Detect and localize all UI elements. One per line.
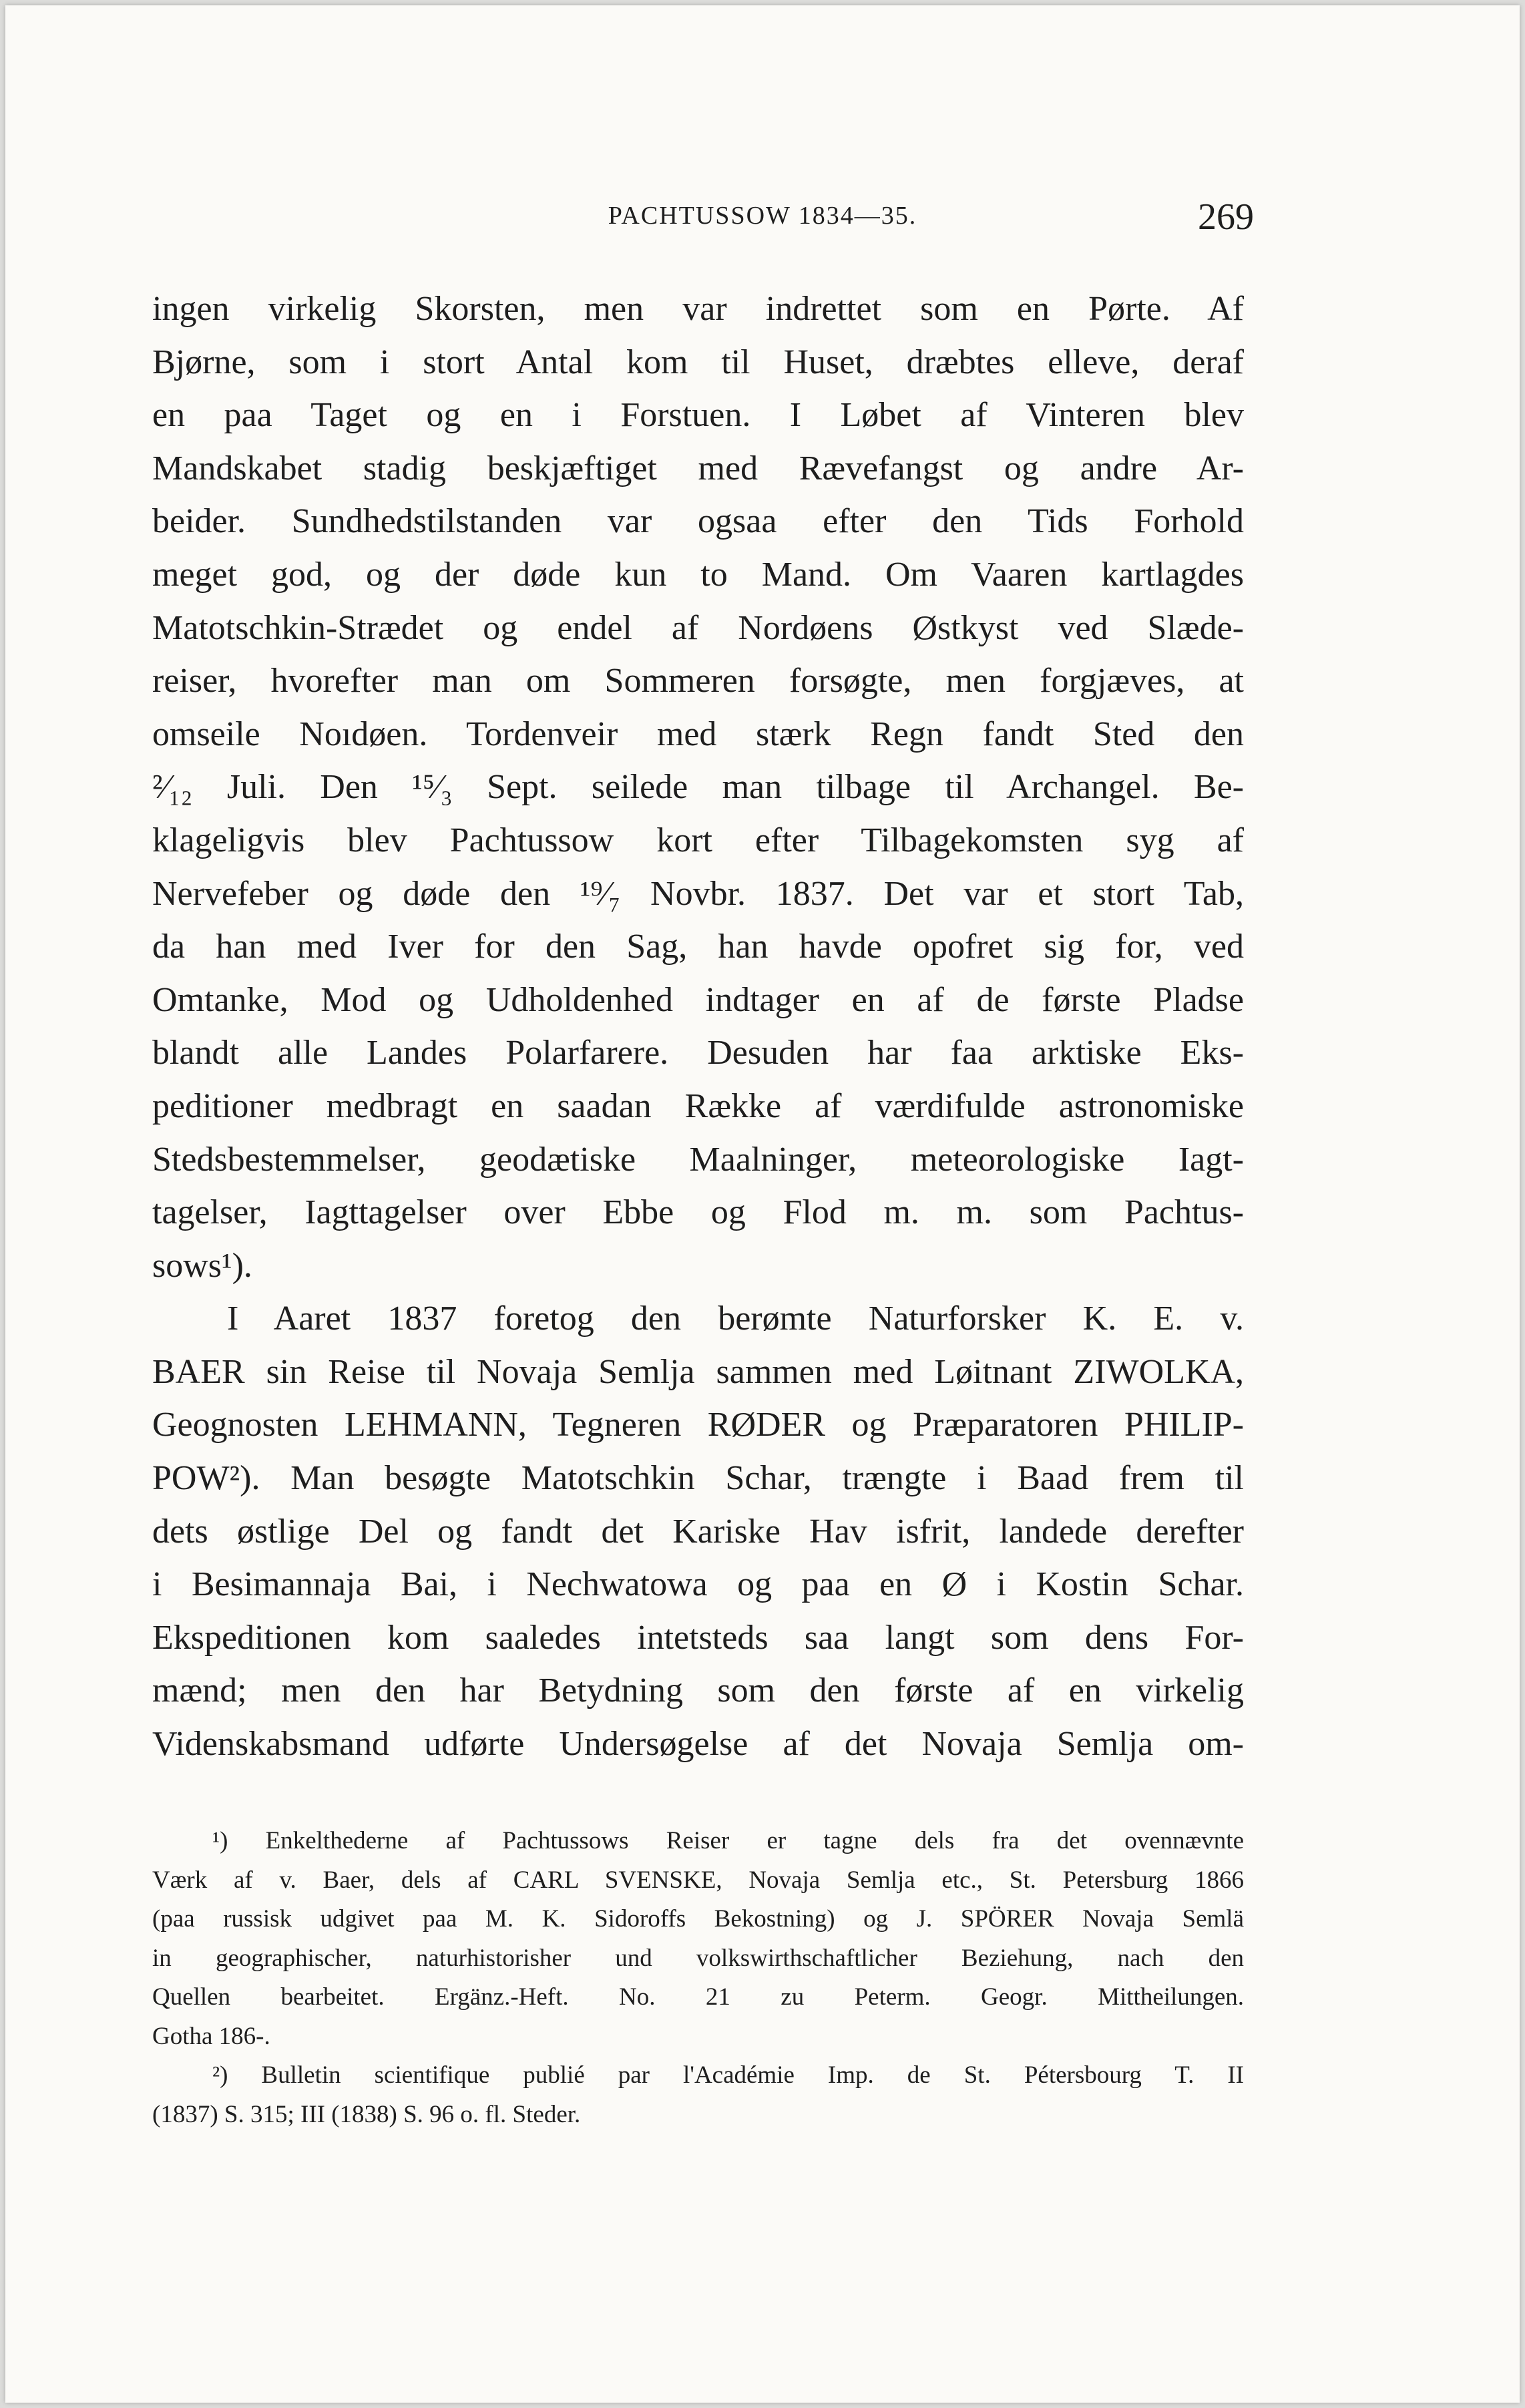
text-line: peditioner medbragt en saadan Række af værdifulde astronomiske	[152, 1086, 1244, 1125]
text-line: dets østlige Del og fandt det Kariske Hav isfrit, landede derefter	[152, 1512, 1244, 1551]
main-text	[152, 282, 1244, 1771]
text-line: Matotschkin-Strædet og endel af Nordøens Østkyst ved Slæde-	[152, 608, 1244, 647]
text-line: beider. Sundhedstilstanden var ogsaa efter den Tids Forhold	[152, 502, 1244, 541]
text-line: meget god, og der døde kun to Mand. Om Vaaren kartlagdes	[152, 555, 1244, 594]
text-line: Nervefeber og døde den ¹⁹⁄₇ Novbr. 1837. Det var et stort Tab,	[152, 874, 1244, 913]
footnote-line: ¹) Enkelthederne af Pachtussows Reiser er tagne dels fra det ovennævnte	[212, 1827, 1244, 1854]
text-line: I Aaret 1837 foretog den berømte Naturforsker K. E. v.	[227, 1299, 1244, 1338]
text-line: Videnskabsmand udførte Undersøgelse af det Novaja Semlja om-	[152, 1725, 1244, 1764]
footnote-line: ²) Bulletin scientifique publié par l'Académie Imp. de St. Pétersbourg T. II	[212, 2061, 1244, 2089]
text-line: reiser, hvorefter man om Sommeren forsøgte, men forgjæves, at	[152, 662, 1244, 700]
text-line: Geognosten LEHMANN, Tegneren RØDER og Præparatoren PHILIP-	[152, 1406, 1244, 1444]
text-line: ²⁄₁₂ Juli. Den ¹⁵⁄₃ Sept. seilede man tilbage til Archangel. Be-	[152, 768, 1244, 807]
running-header: PACHTUSSOW 1834—35.	[608, 202, 917, 230]
text-line: sows¹).	[152, 1246, 252, 1285]
page-number: 269	[1198, 196, 1254, 238]
text-line: Bjørne, som i stort Antal kom til Huset, dræbtes elleve, deraf	[152, 343, 1244, 381]
text-line: BAER sin Reise til Novaja Semlja sammen med Løitnant ZIWOLKA,	[152, 1352, 1244, 1391]
text-line: Stedsbestemmelser, geodætiske Maalninger, meteorologiske Iagt-	[152, 1140, 1244, 1179]
footnote-line: (paa russisk udgivet paa M. K. Sidoroffs Bekostning) og J. SPÖRER Novaja Semlä	[152, 1905, 1244, 1933]
text-line: Mandskabet stadig beskjæftiget med Rævefangst og andre Ar-	[152, 449, 1244, 487]
footnote-line: Quellen bearbeitet. Ergänz.-Heft. No. 21 zu Peterm. Geogr. Mittheilungen.	[152, 1983, 1244, 2011]
text-line: omseile Noıdøen. Tordenveir med stærk Regn fandt Sted den	[152, 715, 1244, 753]
book-page	[5, 5, 1520, 2403]
text-line: ingen virkelig Skorsten, men var indrettet som en Pørte. Af	[152, 290, 1244, 328]
text-line: Ekspeditionen kom saaledes intetsteds saa langt som dens For-	[152, 1618, 1244, 1657]
text-line: POW²). Man besøgte Matotschkin Schar, trængte i Baad frem til	[152, 1459, 1244, 1498]
footnote-line: Gotha 186-.	[152, 2022, 270, 2050]
text-line: en paa Taget og en i Forstuen. I Løbet af Vinteren blev	[152, 396, 1244, 435]
text-line: tagelser, Iagttagelser over Ebbe og Flod m. m. som Pachtus-	[152, 1193, 1244, 1232]
text-line: i Besimannaja Bai, i Nechwatowa og paa en Ø i Kostin Schar.	[152, 1565, 1244, 1604]
text-line: mænd; men den har Betydning som den første af en virkelig	[152, 1671, 1244, 1710]
text-line: Omtanke, Mod og Udholdenhed indtager en af de første Pladse	[152, 980, 1244, 1019]
footnote-line: Værk af v. Baer, dels af CARL SVENSKE, Novaja Semlja etc., St. Petersburg 1866	[152, 1866, 1244, 1894]
footnote-line: (1837) S. 315; III (1838) S. 96 o. fl. Steder.	[152, 2100, 581, 2128]
footnotes	[152, 1822, 1244, 2134]
text-line: klageligvis blev Pachtussow kort efter Tilbagekomsten syg af	[152, 821, 1244, 859]
text-line: da han med Iver for den Sag, han havde opofret sig for, ved	[152, 928, 1244, 966]
text-line: blandt alle Landes Polarfarere. Desuden har faa arktiske Eks-	[152, 1034, 1244, 1072]
footnote-line: in geographischer, naturhistorisher und volkswirthschaftlicher Beziehung, nach den	[152, 1944, 1244, 1972]
